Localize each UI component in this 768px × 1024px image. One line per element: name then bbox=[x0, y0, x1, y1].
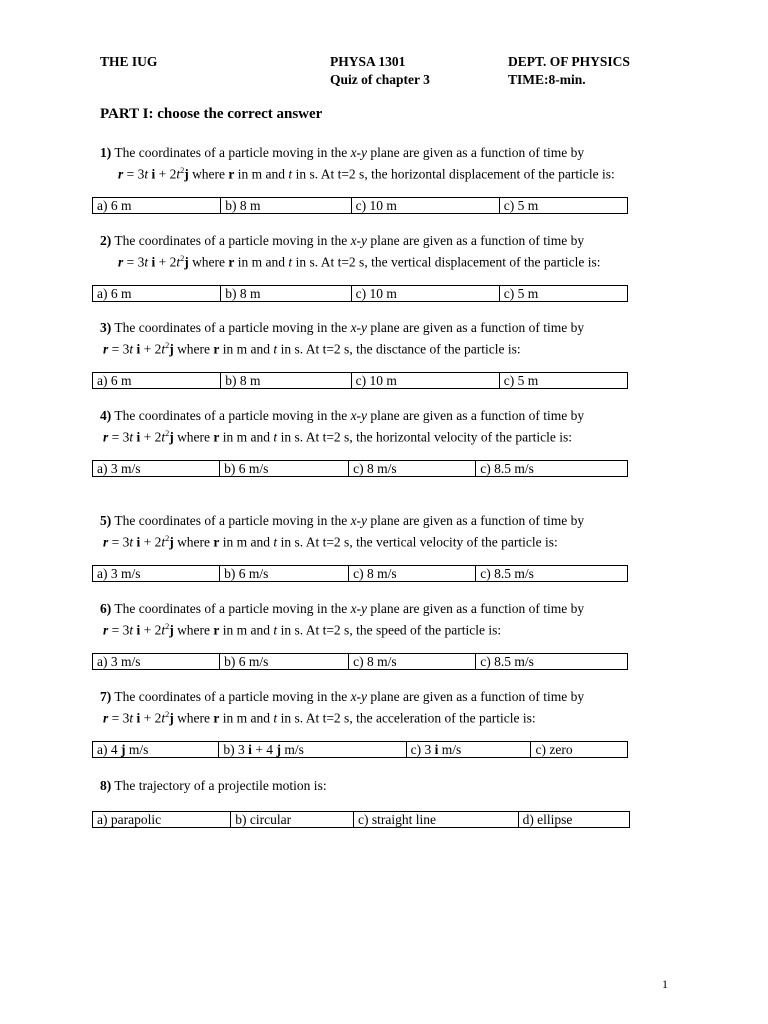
time-var: t bbox=[176, 254, 181, 270]
option-text: a) 4 bbox=[97, 742, 121, 757]
time-var: t bbox=[288, 166, 293, 182]
plane-variable: x-y bbox=[350, 145, 368, 160]
time-var: t bbox=[273, 341, 278, 357]
exponent: 2 bbox=[180, 166, 185, 175]
position-vector: r bbox=[103, 341, 109, 357]
question-number: 6) bbox=[100, 601, 112, 616]
stem-intro-end: plane are given as a function of time by bbox=[370, 145, 585, 160]
equation-part: = 3 bbox=[108, 622, 130, 638]
equation-part: in s. At t=2 s, bbox=[277, 429, 357, 445]
stem-intro: The coordinates of a particle moving in the bbox=[114, 601, 348, 616]
option-d[interactable]: c) 5 m bbox=[499, 198, 627, 214]
equation-part: where bbox=[173, 710, 214, 726]
time-var: t bbox=[288, 254, 293, 270]
plane-variable: x-y bbox=[350, 689, 368, 704]
time-var: t bbox=[161, 622, 166, 638]
time-var: t bbox=[144, 254, 149, 270]
exponent: 2 bbox=[165, 429, 170, 438]
position-vector: r bbox=[213, 622, 220, 638]
equation-part: in s. At t=2 s, bbox=[277, 341, 357, 357]
question-number: 7) bbox=[100, 689, 112, 704]
header bbox=[100, 53, 660, 93]
question-text: The trajectory of a projectile motion is: bbox=[114, 778, 327, 793]
option-d[interactable]: c) 8.5 m/s bbox=[476, 566, 628, 582]
option-b[interactable]: b) 6 m/s bbox=[220, 654, 349, 670]
unit-vector-i: i bbox=[151, 254, 156, 270]
unit-vector-j: j bbox=[169, 429, 174, 445]
unit-vector-i: i bbox=[151, 166, 156, 182]
option-c[interactable]: c) 8 m/s bbox=[349, 654, 476, 670]
position-vector: r bbox=[213, 429, 220, 445]
time-var: t bbox=[144, 166, 149, 182]
equation-part: where bbox=[188, 254, 229, 270]
unit-vector-i: i bbox=[136, 341, 141, 357]
equation-part: + 2 bbox=[155, 254, 177, 270]
unit-vector-i: i bbox=[136, 710, 141, 726]
quiz-title: Quiz of chapter 3 bbox=[330, 72, 430, 87]
equation-part: + 2 bbox=[140, 622, 162, 638]
position-vector: r bbox=[103, 710, 109, 726]
option-d[interactable]: c) zero bbox=[531, 742, 628, 758]
time-var: t bbox=[129, 341, 134, 357]
options-q5 bbox=[92, 565, 628, 582]
unit-vector-i: i bbox=[248, 742, 252, 757]
time-var: t bbox=[273, 622, 278, 638]
option-b[interactable]: b) circular bbox=[231, 812, 354, 828]
unit-vector-i: i bbox=[136, 429, 141, 445]
unit-vector-j: j bbox=[276, 742, 281, 757]
institution: THE IUG bbox=[100, 54, 158, 69]
stem-intro: The coordinates of a particle moving in the bbox=[114, 145, 348, 160]
question-3 bbox=[100, 319, 660, 359]
exponent: 2 bbox=[165, 341, 170, 350]
time-var: t bbox=[161, 534, 166, 550]
question-8 bbox=[100, 777, 660, 795]
equation-part: in s. At t=2 s, bbox=[277, 710, 357, 726]
unit-vector-j: j bbox=[121, 742, 126, 757]
question-1 bbox=[100, 144, 660, 184]
equation-part: in m and bbox=[219, 622, 274, 638]
time-var: t bbox=[129, 429, 134, 445]
exponent: 2 bbox=[165, 710, 170, 719]
exponent: 2 bbox=[165, 622, 170, 631]
option-d[interactable]: c) 5 m bbox=[499, 286, 627, 302]
option-d[interactable]: c) 8.5 m/s bbox=[476, 654, 628, 670]
option-text: m/s bbox=[438, 742, 462, 757]
question-2 bbox=[100, 232, 660, 272]
stem-intro-end: plane are given as a function of time by bbox=[370, 513, 585, 528]
option-a[interactable]: a) 3 m/s bbox=[93, 654, 220, 670]
options-q6 bbox=[92, 653, 628, 670]
options-q3 bbox=[92, 372, 628, 389]
position-vector: r bbox=[118, 166, 124, 182]
plane-variable: x-y bbox=[350, 233, 368, 248]
position-vector: r bbox=[213, 341, 220, 357]
plane-variable: x-y bbox=[350, 408, 368, 423]
option-text: c) 3 bbox=[410, 742, 435, 757]
option-d[interactable]: c) 8.5 m/s bbox=[476, 461, 628, 477]
option-text: m/s bbox=[280, 742, 304, 757]
stem-intro: The coordinates of a particle moving in the bbox=[114, 408, 348, 423]
options-q8 bbox=[92, 811, 630, 828]
question-6 bbox=[100, 600, 660, 640]
time-var: t bbox=[273, 534, 278, 550]
time-var: t bbox=[129, 534, 134, 550]
position-vector: r bbox=[213, 710, 220, 726]
equation-part: in s. At t=2 s, bbox=[277, 534, 357, 550]
header-right bbox=[508, 53, 630, 89]
course-code: PHYSA 1301 bbox=[330, 54, 406, 69]
question-tail: the vertical displacement of the particle is: bbox=[371, 254, 601, 270]
stem-intro: The coordinates of a particle moving in the bbox=[114, 233, 348, 248]
option-b[interactable]: b) 8 m bbox=[221, 198, 351, 214]
question-4 bbox=[100, 407, 660, 447]
equation-part: = 3 bbox=[123, 254, 145, 270]
option-b[interactable]: b) 6 m/s bbox=[220, 461, 349, 477]
question-number: 8) bbox=[100, 778, 112, 793]
time-var: t bbox=[176, 166, 181, 182]
equation-part: in m and bbox=[234, 166, 289, 182]
option-a[interactable]: a) 3 m/s bbox=[93, 461, 220, 477]
stem-intro-end: plane are given as a function of time by bbox=[370, 320, 585, 335]
option-a[interactable]: a) 3 m/s bbox=[93, 566, 220, 582]
position-vector: r bbox=[118, 254, 124, 270]
option-a[interactable]: a) 6 m bbox=[93, 198, 221, 214]
part-title: PART I: choose the correct answer bbox=[100, 106, 323, 122]
option-text: + 4 bbox=[251, 742, 277, 757]
unit-vector-j: j bbox=[169, 622, 174, 638]
time-var: t bbox=[129, 710, 134, 726]
unit-vector-j: j bbox=[169, 710, 174, 726]
stem-intro-end: plane are given as a function of time by bbox=[370, 408, 585, 423]
equation-part: where bbox=[173, 341, 214, 357]
options-q2 bbox=[92, 285, 628, 302]
option-c[interactable]: c) 10 m bbox=[351, 198, 499, 214]
unit-vector-j: j bbox=[169, 534, 174, 550]
plane-variable: x-y bbox=[350, 601, 368, 616]
option-b[interactable] bbox=[219, 742, 406, 758]
equation-part: where bbox=[188, 166, 229, 182]
equation-part: in m and bbox=[219, 429, 274, 445]
options-q7 bbox=[92, 741, 628, 758]
equation-part: + 2 bbox=[155, 166, 177, 182]
unit-vector-j: j bbox=[184, 254, 189, 270]
unit-vector-i: i bbox=[136, 622, 141, 638]
equation-part: in s. At t=2 s, bbox=[292, 254, 372, 270]
question-number: 5) bbox=[100, 513, 112, 528]
option-a[interactable]: a) 6 m bbox=[93, 286, 221, 302]
time-var: t bbox=[273, 710, 278, 726]
header-left bbox=[100, 53, 157, 71]
equation-part: = 3 bbox=[108, 341, 130, 357]
stem-intro: The coordinates of a particle moving in the bbox=[114, 320, 348, 335]
equation-part: where bbox=[173, 622, 214, 638]
equation-part: + 2 bbox=[140, 341, 162, 357]
equation-part: = 3 bbox=[123, 166, 145, 182]
equation-part: in m and bbox=[219, 534, 274, 550]
option-text: b) 3 bbox=[223, 742, 249, 757]
equation-part: where bbox=[173, 534, 214, 550]
option-c[interactable]: c) straight line bbox=[353, 812, 518, 828]
option-text: m/s bbox=[125, 742, 149, 757]
stem-intro-end: plane are given as a function of time by bbox=[370, 689, 585, 704]
option-d[interactable]: d) ellipse bbox=[518, 812, 629, 828]
options-q1 bbox=[92, 197, 628, 214]
equation-part: + 2 bbox=[140, 429, 162, 445]
equation-part: in s. At t=2 s, bbox=[292, 166, 372, 182]
equation-part: in m and bbox=[219, 710, 274, 726]
option-c[interactable] bbox=[406, 742, 531, 758]
stem-intro-end: plane are given as a function of time by bbox=[370, 233, 585, 248]
time-var: t bbox=[161, 710, 166, 726]
option-a[interactable] bbox=[93, 742, 219, 758]
equation-part: in m and bbox=[234, 254, 289, 270]
equation-part: in m and bbox=[219, 341, 274, 357]
stem-intro-end: plane are given as a function of time by bbox=[370, 601, 585, 616]
option-a[interactable]: a) parapolic bbox=[93, 812, 231, 828]
time-var: t bbox=[161, 429, 166, 445]
option-c[interactable]: c) 10 m bbox=[351, 286, 499, 302]
option-c[interactable]: c) 8 m/s bbox=[349, 566, 476, 582]
position-vector: r bbox=[103, 534, 109, 550]
stem-intro: The coordinates of a particle moving in the bbox=[114, 513, 348, 528]
option-b[interactable]: b) 8 m bbox=[221, 286, 351, 302]
position-vector: r bbox=[103, 429, 109, 445]
question-5 bbox=[100, 512, 660, 552]
option-c[interactable]: c) 8 m/s bbox=[349, 461, 476, 477]
question-tail: the horizontal velocity of the particle is: bbox=[356, 429, 573, 445]
plane-variable: x-y bbox=[350, 320, 368, 335]
plane-variable: x-y bbox=[350, 513, 368, 528]
unit-vector-j: j bbox=[169, 341, 174, 357]
exponent: 2 bbox=[165, 534, 170, 543]
option-d[interactable]: c) 5 m bbox=[499, 373, 627, 389]
question-tail: the vertical velocity of the particle is: bbox=[356, 534, 558, 550]
option-b[interactable]: b) 6 m/s bbox=[220, 566, 349, 582]
question-number: 3) bbox=[100, 320, 112, 335]
department: DEPT. OF PHYSICS bbox=[508, 54, 630, 69]
stem-intro: The coordinates of a particle moving in the bbox=[114, 689, 348, 704]
equation-part: + 2 bbox=[140, 534, 162, 550]
question-tail: the acceleration of the particle is: bbox=[356, 710, 536, 726]
unit-vector-i: i bbox=[136, 534, 141, 550]
equation-part: where bbox=[173, 429, 214, 445]
exponent: 2 bbox=[180, 254, 185, 263]
option-c[interactable]: c) 10 m bbox=[351, 373, 499, 389]
time-var: t bbox=[273, 429, 278, 445]
question-number: 1) bbox=[100, 145, 112, 160]
equation-part: = 3 bbox=[108, 534, 130, 550]
question-number: 4) bbox=[100, 408, 112, 423]
equation-part: + 2 bbox=[140, 710, 162, 726]
equation-part: = 3 bbox=[108, 710, 130, 726]
question-tail: the disctance of the particle is: bbox=[356, 341, 521, 357]
time-limit: TIME:8-min. bbox=[508, 72, 586, 87]
unit-vector-i: i bbox=[434, 742, 439, 757]
position-vector: r bbox=[213, 534, 220, 550]
position-vector: r bbox=[228, 166, 235, 182]
time-var: t bbox=[161, 341, 166, 357]
page-number: 1 bbox=[662, 977, 668, 991]
position-vector: r bbox=[228, 254, 235, 270]
option-b[interactable]: b) 8 m bbox=[221, 373, 351, 389]
question-tail: the speed of the particle is: bbox=[356, 622, 502, 638]
question-tail: the horizontal displacement of the particle is: bbox=[371, 166, 615, 182]
time-var: t bbox=[129, 622, 134, 638]
position-vector: r bbox=[103, 622, 109, 638]
question-number: 2) bbox=[100, 233, 112, 248]
option-a[interactable]: a) 6 m bbox=[93, 373, 221, 389]
equation-part: in s. At t=2 s, bbox=[277, 622, 357, 638]
unit-vector-j: j bbox=[184, 166, 189, 182]
equation-part: = 3 bbox=[108, 429, 130, 445]
question-7 bbox=[100, 688, 660, 728]
header-middle bbox=[330, 53, 430, 89]
options-q4 bbox=[92, 460, 628, 477]
